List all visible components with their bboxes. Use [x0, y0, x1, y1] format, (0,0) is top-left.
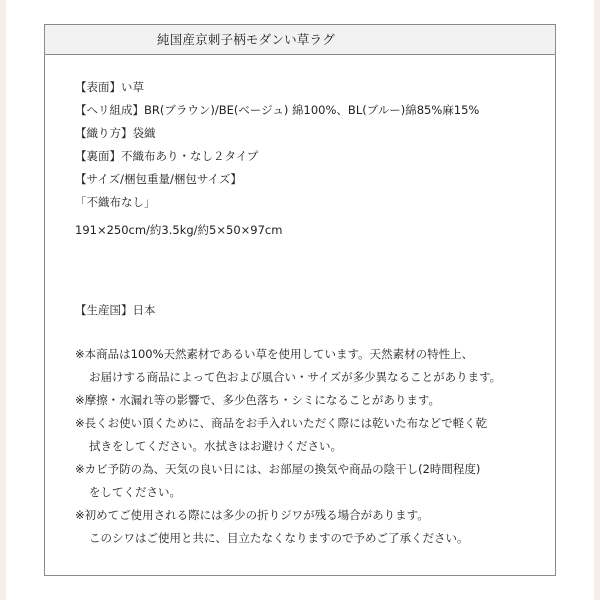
- notes-list: [75, 343, 501, 550]
- note-line: ※カビ予防の為、天気の良い日には、お部屋の換気や商品の陰干し(2時間程度): [75, 462, 481, 476]
- spec-size-heading: 【サイズ/梱包重量/梱包サイズ】: [75, 172, 242, 186]
- note-line: ※摩擦・水漏れ等の影響で、多少色落ち・シミになることがあります。: [75, 393, 440, 407]
- spec-surface: 【表面】い草: [75, 80, 144, 94]
- spec-backing: 【裏面】不織布あり・なし２タイプ: [75, 149, 259, 163]
- note-line: このシワはご使用と共に、目立たなくなりますので予めご了承ください。: [89, 531, 469, 545]
- note-line: ※本商品は100%天然素材であるい草を使用しています。天然素材の特性上、: [75, 347, 474, 361]
- note-line: ※長くお使い頂くために、商品をお手入れいただく際には乾いた布などで軽く乾: [75, 416, 488, 430]
- spec-weave: 【織り方】袋織: [75, 126, 156, 140]
- spec-size-variant: 「不織布なし」: [75, 195, 156, 209]
- note-color-fading: [75, 389, 501, 412]
- note-mold-prevention: [75, 458, 501, 504]
- product-title: 純国産京刺子柄モダンい草ラグ: [45, 25, 555, 55]
- note-natural-material: [75, 343, 501, 389]
- page-edge-right: [594, 0, 600, 600]
- spec-card: [44, 24, 556, 576]
- note-line: お届けする商品によって色および風合い・サイズが多少異なることがあります。: [89, 370, 502, 384]
- page-edge-left: [0, 0, 6, 600]
- note-line: をしてください。: [89, 485, 181, 499]
- spec-list: [75, 76, 479, 242]
- note-care: [75, 412, 501, 458]
- note-line: 拭きをしてください。水拭きはお避けください。: [89, 439, 342, 453]
- spec-size-value: 191×250cm/約3.5kg/約5×50×97cm: [75, 223, 283, 237]
- note-creases: [75, 504, 501, 550]
- spec-origin: 【生産国】日本: [75, 303, 156, 317]
- spec-border-material: 【ヘリ組成】BR(ブラウン)/BE(ベージュ) 綿100%、BL(ブルー)綿85%麻15%: [75, 103, 480, 117]
- note-line: ※初めてご使用される際には多少の折りジワが残る場合があります。: [75, 508, 429, 522]
